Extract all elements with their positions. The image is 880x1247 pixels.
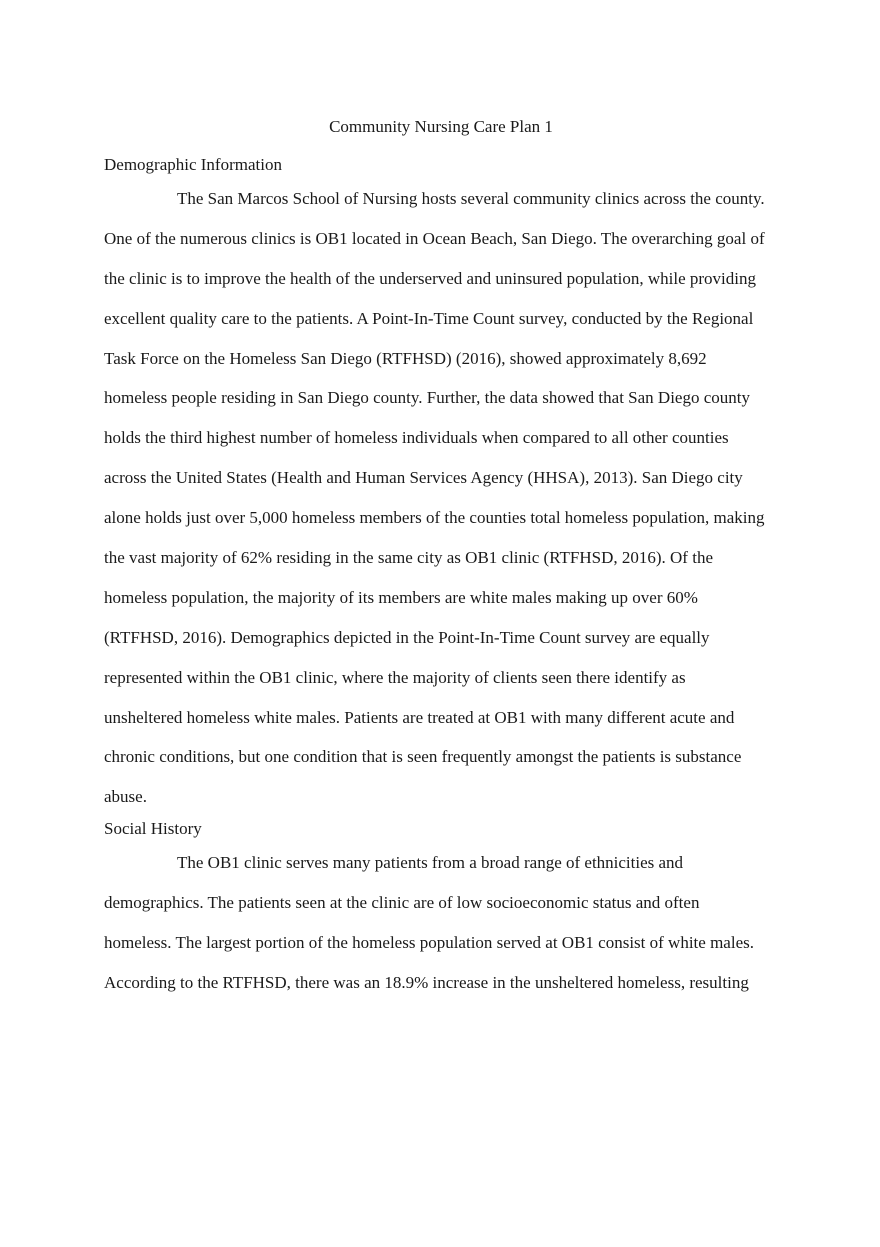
text-line: homeless. The largest portion of the homeless population served at OB1 consist of white males. [104,933,754,953]
text-line: unsheltered homeless white males. Patients are treated at OB1 with many different acute and [104,707,735,727]
text-line: One of the numerous clinics is OB1 located in Ocean Beach, San Diego. The overarching goal of [104,228,765,248]
text-line: chronic conditions, but one condition that is seen frequently amongst the patients is substance [104,747,742,767]
text-line: According to the RTFHSD, there was an 18.9% increase in the unsheltered homeless, resulting [104,972,749,992]
text-line: The OB1 clinic serves many patients from a broad range of ethnicities and [177,853,684,873]
document-body [104,113,778,1003]
text-line: (RTFHSD, 2016). Demographics depicted in the Point-In-Time Count survey are equally [104,627,710,647]
text-line: represented within the OB1 clinic, where the majority of clients seen there identify as [104,667,686,687]
text-line: Task Force on the Homeless San Diego (RTFHSD) (2016), showed approximately 8,692 [104,348,707,368]
text-line: homeless people residing in San Diego county. Further, the data showed that San Diego county [104,388,750,408]
text-line: holds the third highest number of homeless individuals when compared to all other counties [104,428,729,448]
text-line: excellent quality care to the patients. A Point-In-Time Count survey, conducted by the Regional [104,308,754,328]
text-line: homeless population, the majority of its members are white males making up over 60% [104,587,698,607]
text-line: the clinic is to improve the health of the underserved and uninsured population, while providing [104,268,756,288]
text-line: across the United States (Health and Human Services Agency (HHSA), 2013). San Diego city [104,468,743,488]
section-heading-demographic: Demographic Information [104,155,282,174]
paragraph-social [104,843,778,1003]
page-title: Community Nursing Care Plan 1 [329,117,553,136]
section-heading-social: Social History [104,819,202,839]
text-line: alone holds just over 5,000 homeless members of the counties total homeless population, making [104,508,765,528]
text-line: The San Marcos School of Nursing hosts several community clinics across the county. [177,189,765,208]
text-line: abuse. [104,787,147,807]
text-line: the vast majority of 62% residing in the same city as OB1 clinic (RTFHSD, 2016). Of the [104,548,713,568]
paragraph-demographic [104,179,778,817]
text-line: demographics. The patients seen at the clinic are of low socioeconomic status and often [104,893,700,913]
